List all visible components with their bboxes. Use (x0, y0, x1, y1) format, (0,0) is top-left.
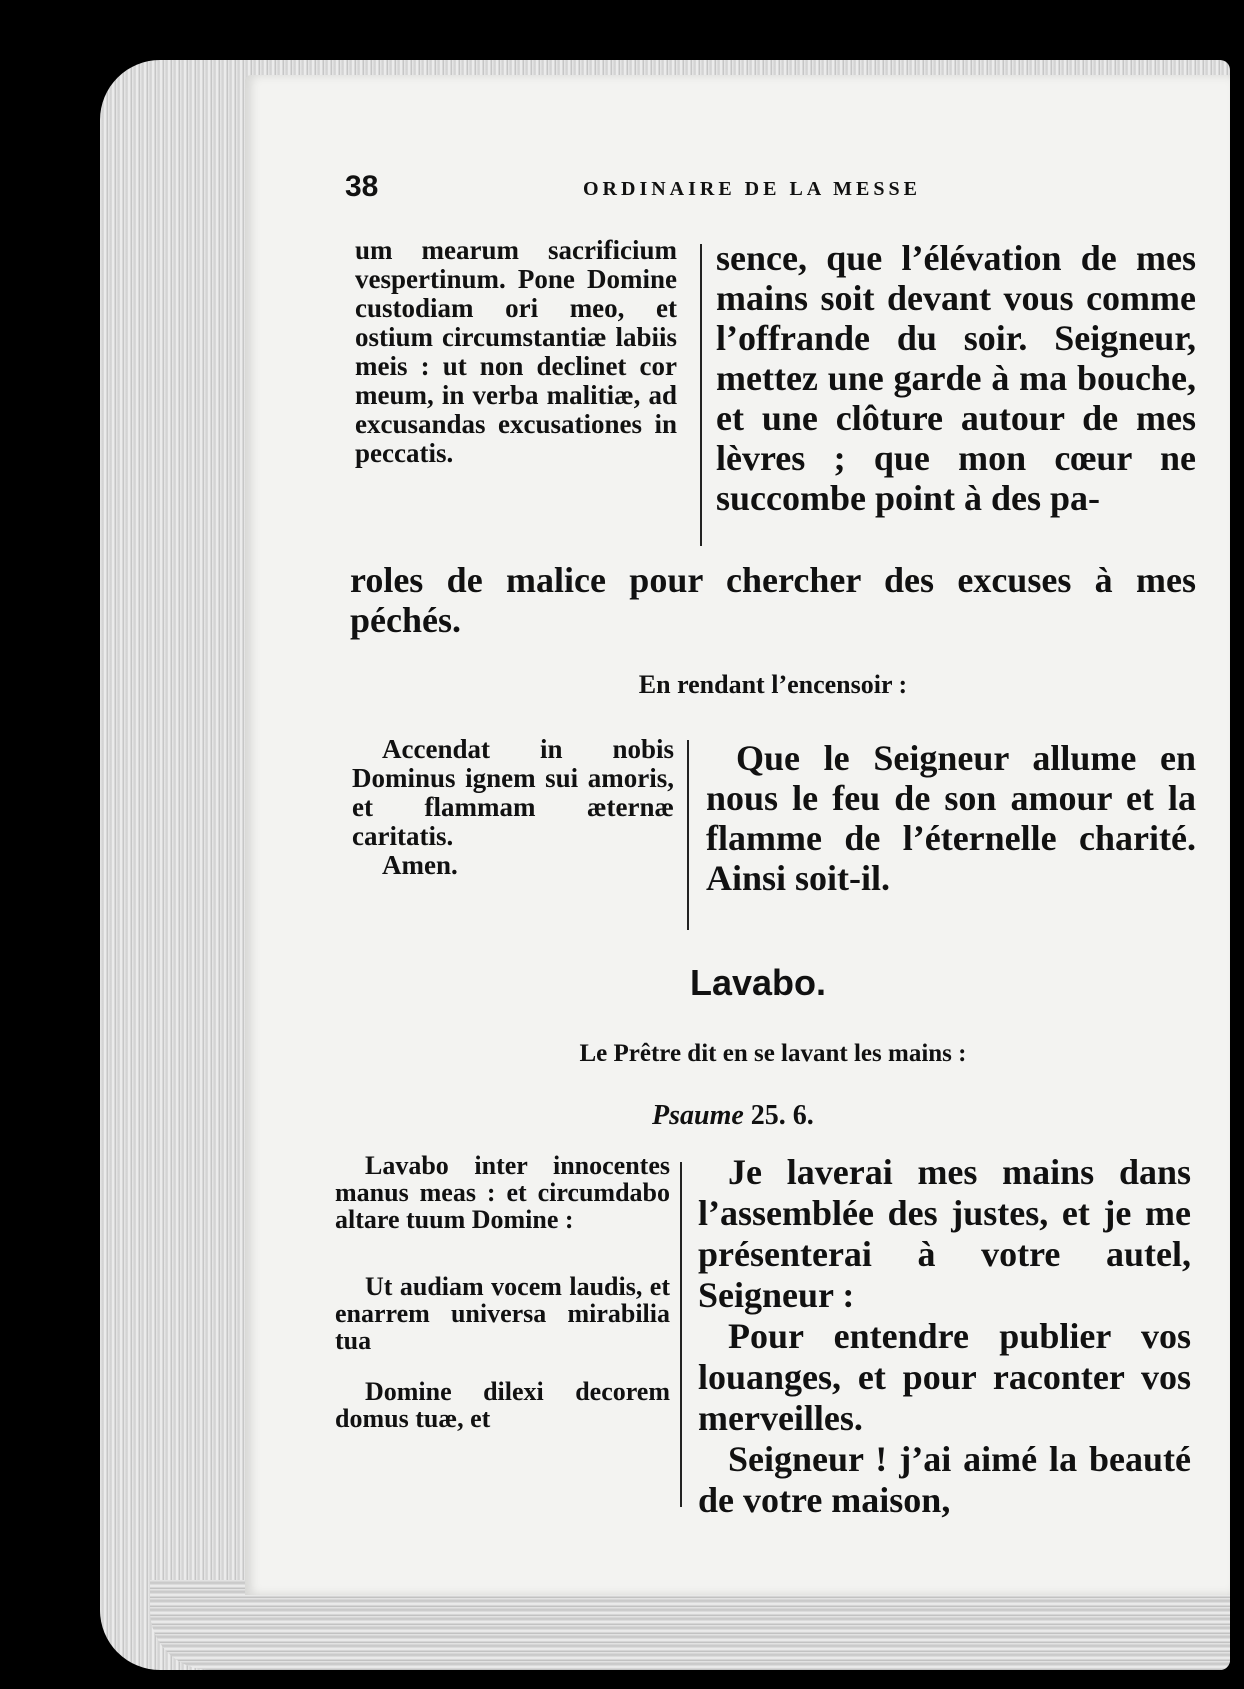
running-title: ORDINAIRE DE LA MESSE (583, 178, 921, 200)
psalm-label: Psaume (652, 1100, 744, 1131)
french-column-1 (716, 238, 1196, 518)
latin-text: Accendat in nobis Dominus ignem sui amoris, et flammam æternæ caritatis. (352, 734, 674, 851)
psalm-number: 25. 6. (750, 1100, 814, 1131)
french-text: Que le Seigneur allume en nous le feu de son amour et la flamme de l’éternelle charité. Ainsi soit-il. (706, 738, 1196, 898)
section-title: Lavabo. (690, 962, 827, 1003)
latin-text: um mearum sacrificium vespertinum. Pone Domine custodiam ori meo, et ostium circumstantiæ labiis meis : ut non declinet cor meum, in verba malitiæ, ad excusandas excusationes in peccatis. (355, 235, 677, 468)
column-divider (687, 740, 689, 930)
latin-amen: Amen. (382, 850, 458, 880)
incense-caption: En rendant l’encensoir : (638, 670, 908, 699)
latin-column-2 (352, 735, 674, 880)
french-text: Seigneur ! j’ai aimé la beauté de votre maison, (698, 1439, 1191, 1520)
french-text: Je laverai mes mains dans l’assemblée des justes, et je me présenterai à votre autel, Seigneur : (698, 1152, 1191, 1315)
lavabo-caption: Le Prêtre dit en se lavant les mains : (579, 1040, 967, 1067)
latin-column-3 (335, 1152, 670, 1432)
french-continuation-text: roles de malice pour chercher des excuses à mes péchés. (350, 560, 1196, 640)
psalm-reference (652, 1100, 814, 1132)
latin-text: Lavabo inter innocentes manus meas : et circumdabo altare tuum Domine : (335, 1151, 670, 1234)
latin-text: Domine dilexi decorem domus tuæ, et (335, 1377, 670, 1433)
french-continuation (350, 560, 1196, 640)
french-text: Pour entendre publier vos louanges, et pour raconter vos merveilles. (698, 1316, 1191, 1438)
column-divider (700, 244, 702, 546)
page-header (345, 170, 1205, 210)
latin-column-1 (355, 236, 677, 468)
column-divider (680, 1162, 682, 1507)
french-text: sence, que l’élévation de mes mains soit devant vous comme l’offrande du soir. Seigneur, mettez une garde à ma bouche, et une clôture autour de mes lèvres ; que mon cœur ne succombe point à des pa- (716, 238, 1196, 518)
french-column-2 (706, 738, 1196, 898)
french-column-3 (698, 1152, 1191, 1521)
latin-text: Ut audiam vocem laudis, et enarrem universa mirabilia tua (335, 1272, 670, 1355)
page-number: 38 (345, 170, 379, 203)
